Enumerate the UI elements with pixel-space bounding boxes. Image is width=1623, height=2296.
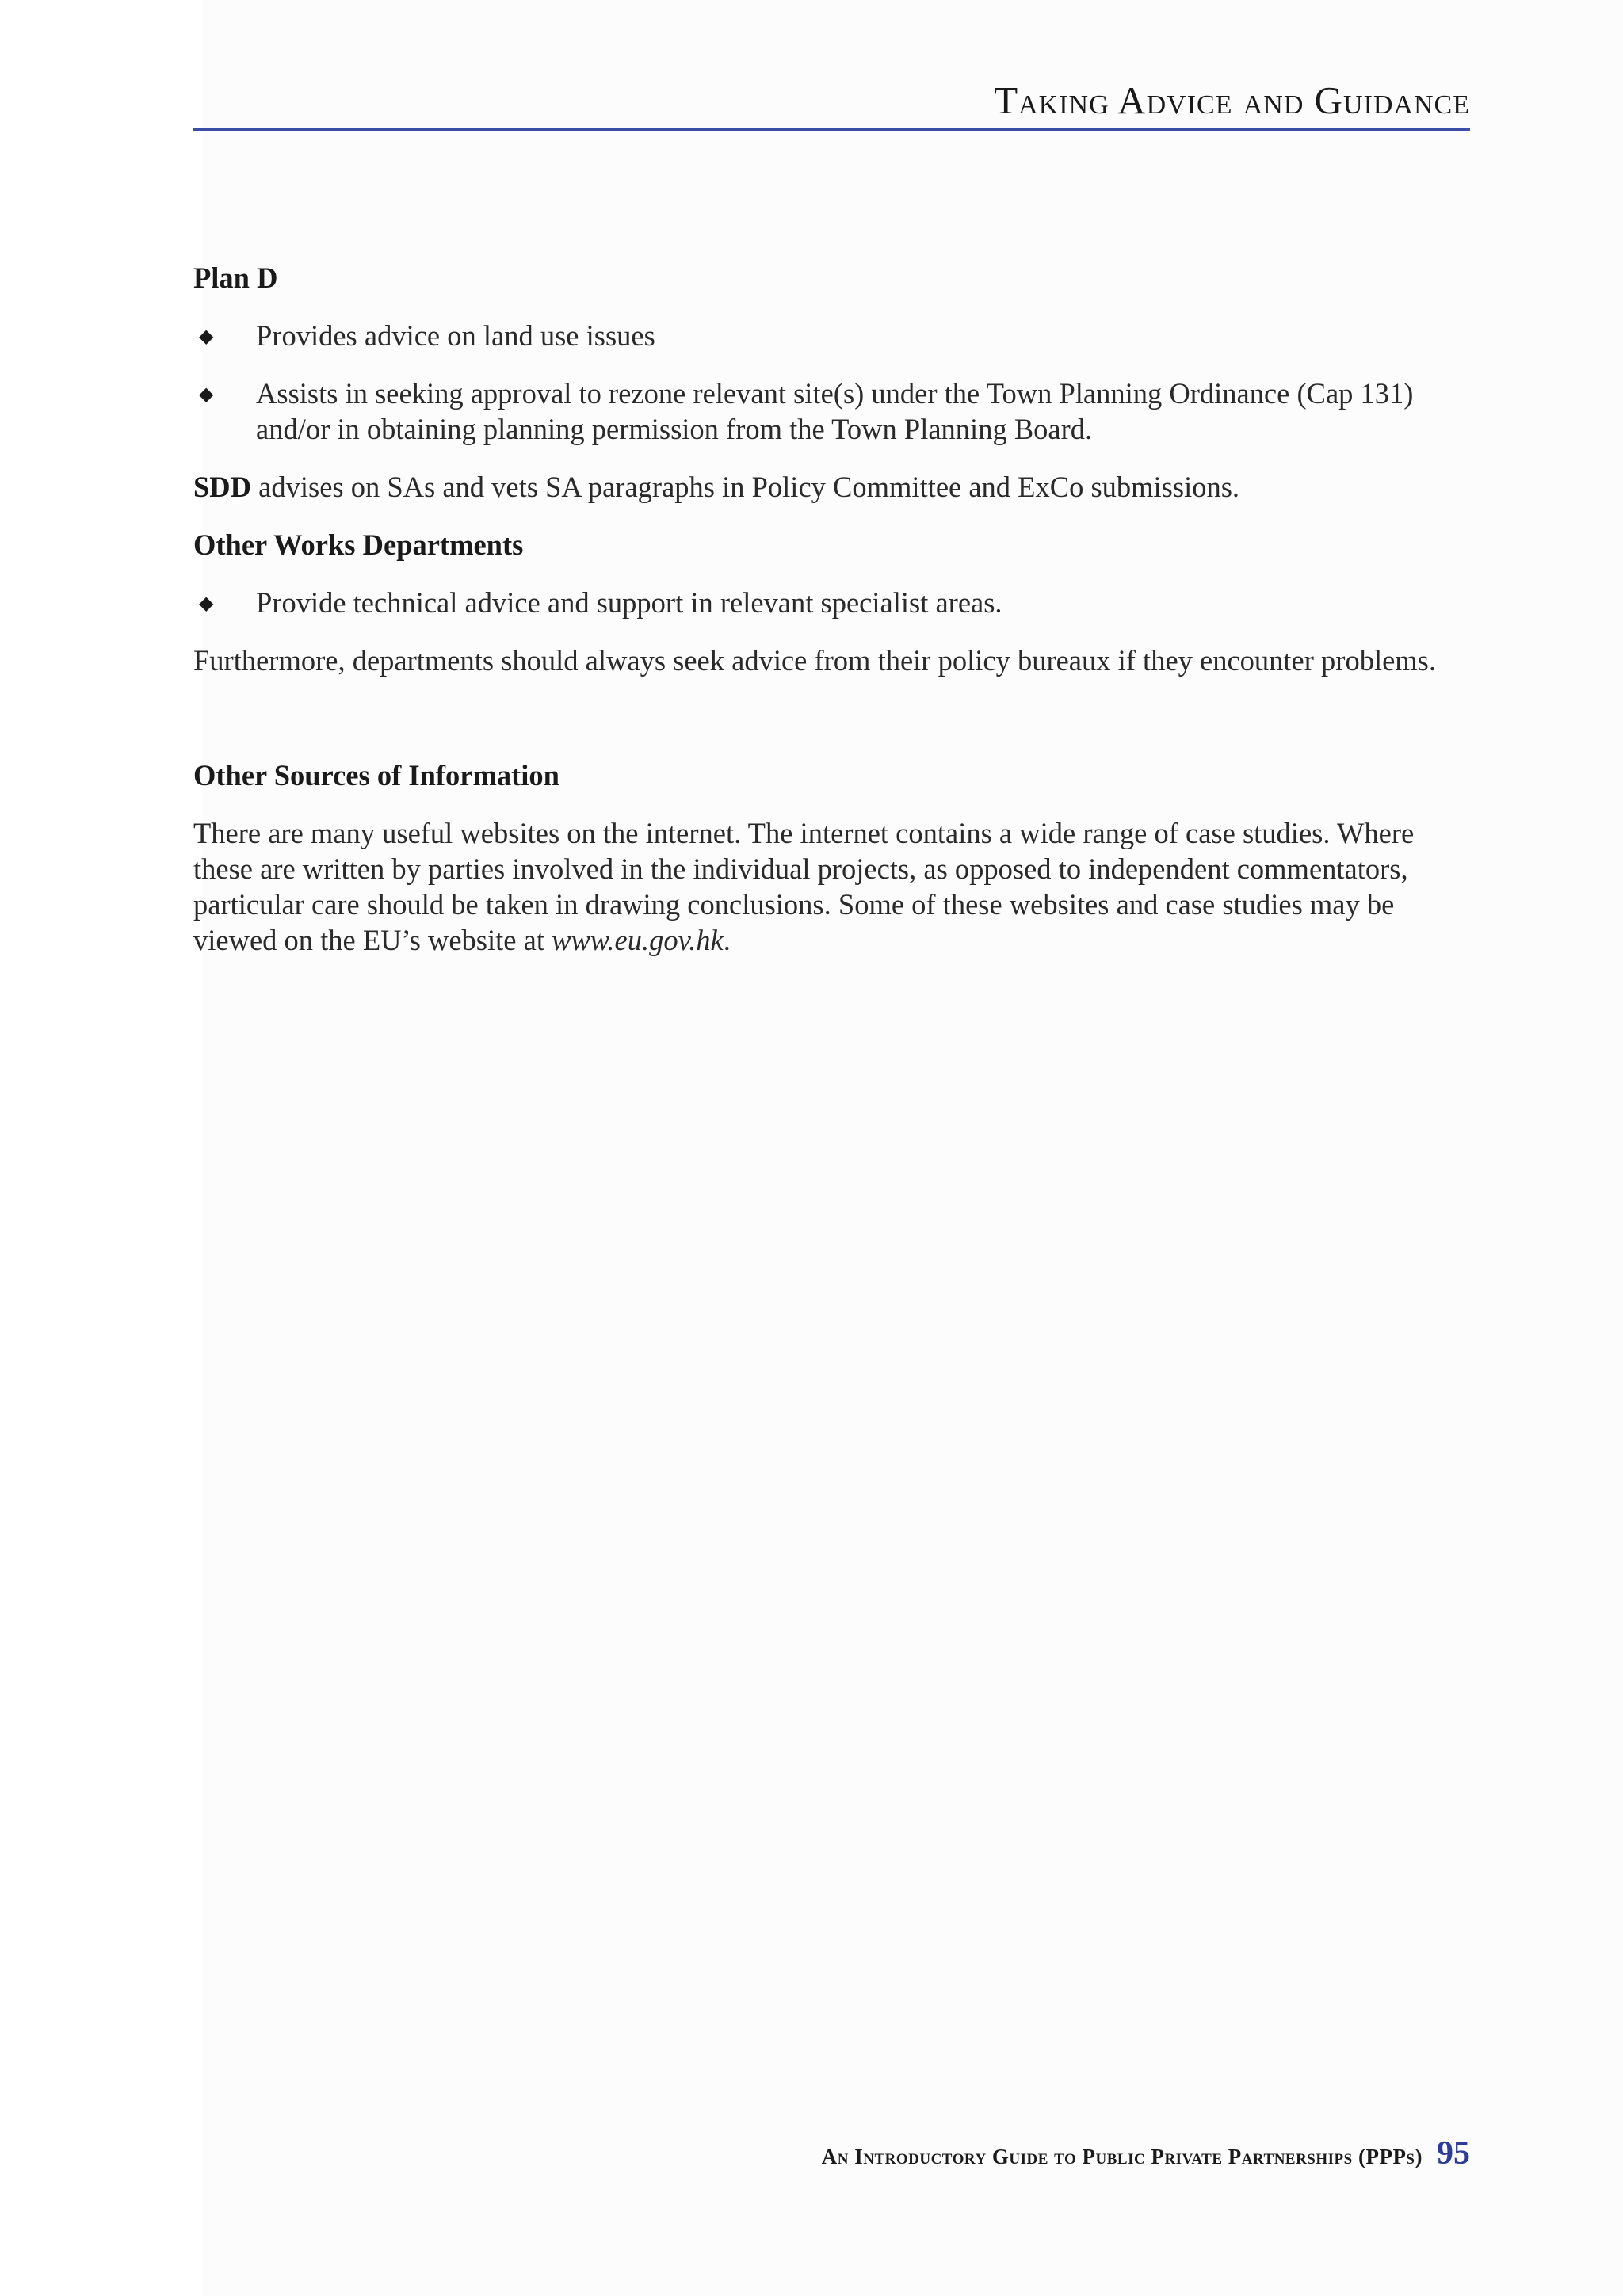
sdd-text: advises on SAs and vets SA paragraphs in Policy Committee and ExCo submissions. — [251, 471, 1240, 503]
section-heading-other-works: Other Works Departments — [193, 528, 524, 561]
list-item-text: Provides advice on land use issues — [256, 319, 655, 352]
eu-website-link[interactable]: www.eu.gov.hk — [552, 924, 724, 956]
other-sources-paragraph — [193, 815, 1469, 958]
page-footer — [822, 2134, 1470, 2172]
other-sources-text: There are many useful websites on the internet. The internet contains a wide range of case studies. Where these are written by parties involved in the individual projects, as opposed to independent commentators, particular care should be taken in drawing conclusions. Some of these websites and case studies may be viewed on the EU’s website at — [193, 817, 1415, 956]
list-item-text: Provide technical advice and support in relevant specialist areas. — [256, 586, 1002, 619]
furthermore-paragraph: Furthermore, departments should always seek advice from their policy bureaux if they encounter problems. — [193, 644, 1437, 677]
running-header-title: Taking Advice and Guidance — [994, 78, 1470, 122]
section-heading-other-sources: Other Sources of Information — [193, 759, 559, 791]
diamond-bullet-icon: ◆ — [199, 593, 214, 614]
list-item-text: Assists in seeking approval to rezone relevant site(s) under the Town Planning Ordinance (Cap 131) and/or in obtaining planning permission from the Town Planning Board. — [256, 377, 1414, 445]
page-number: 95 — [1437, 2135, 1470, 2172]
list-item — [193, 376, 1469, 447]
list-item — [193, 318, 1469, 353]
section-heading-plan-d: Plan D — [193, 261, 278, 294]
footer-title: An Introductory Guide to Public Private Partnerships (PPPs) — [821, 2145, 1423, 2168]
diamond-bullet-icon: ◆ — [199, 384, 214, 405]
header-rule — [193, 128, 1470, 131]
other-sources-end: . — [723, 924, 731, 956]
diamond-bullet-icon: ◆ — [199, 326, 214, 347]
sdd-paragraph — [193, 469, 1469, 505]
list-item — [193, 585, 1469, 620]
page-body — [193, 260, 1469, 980]
sdd-label: SDD — [193, 471, 252, 503]
